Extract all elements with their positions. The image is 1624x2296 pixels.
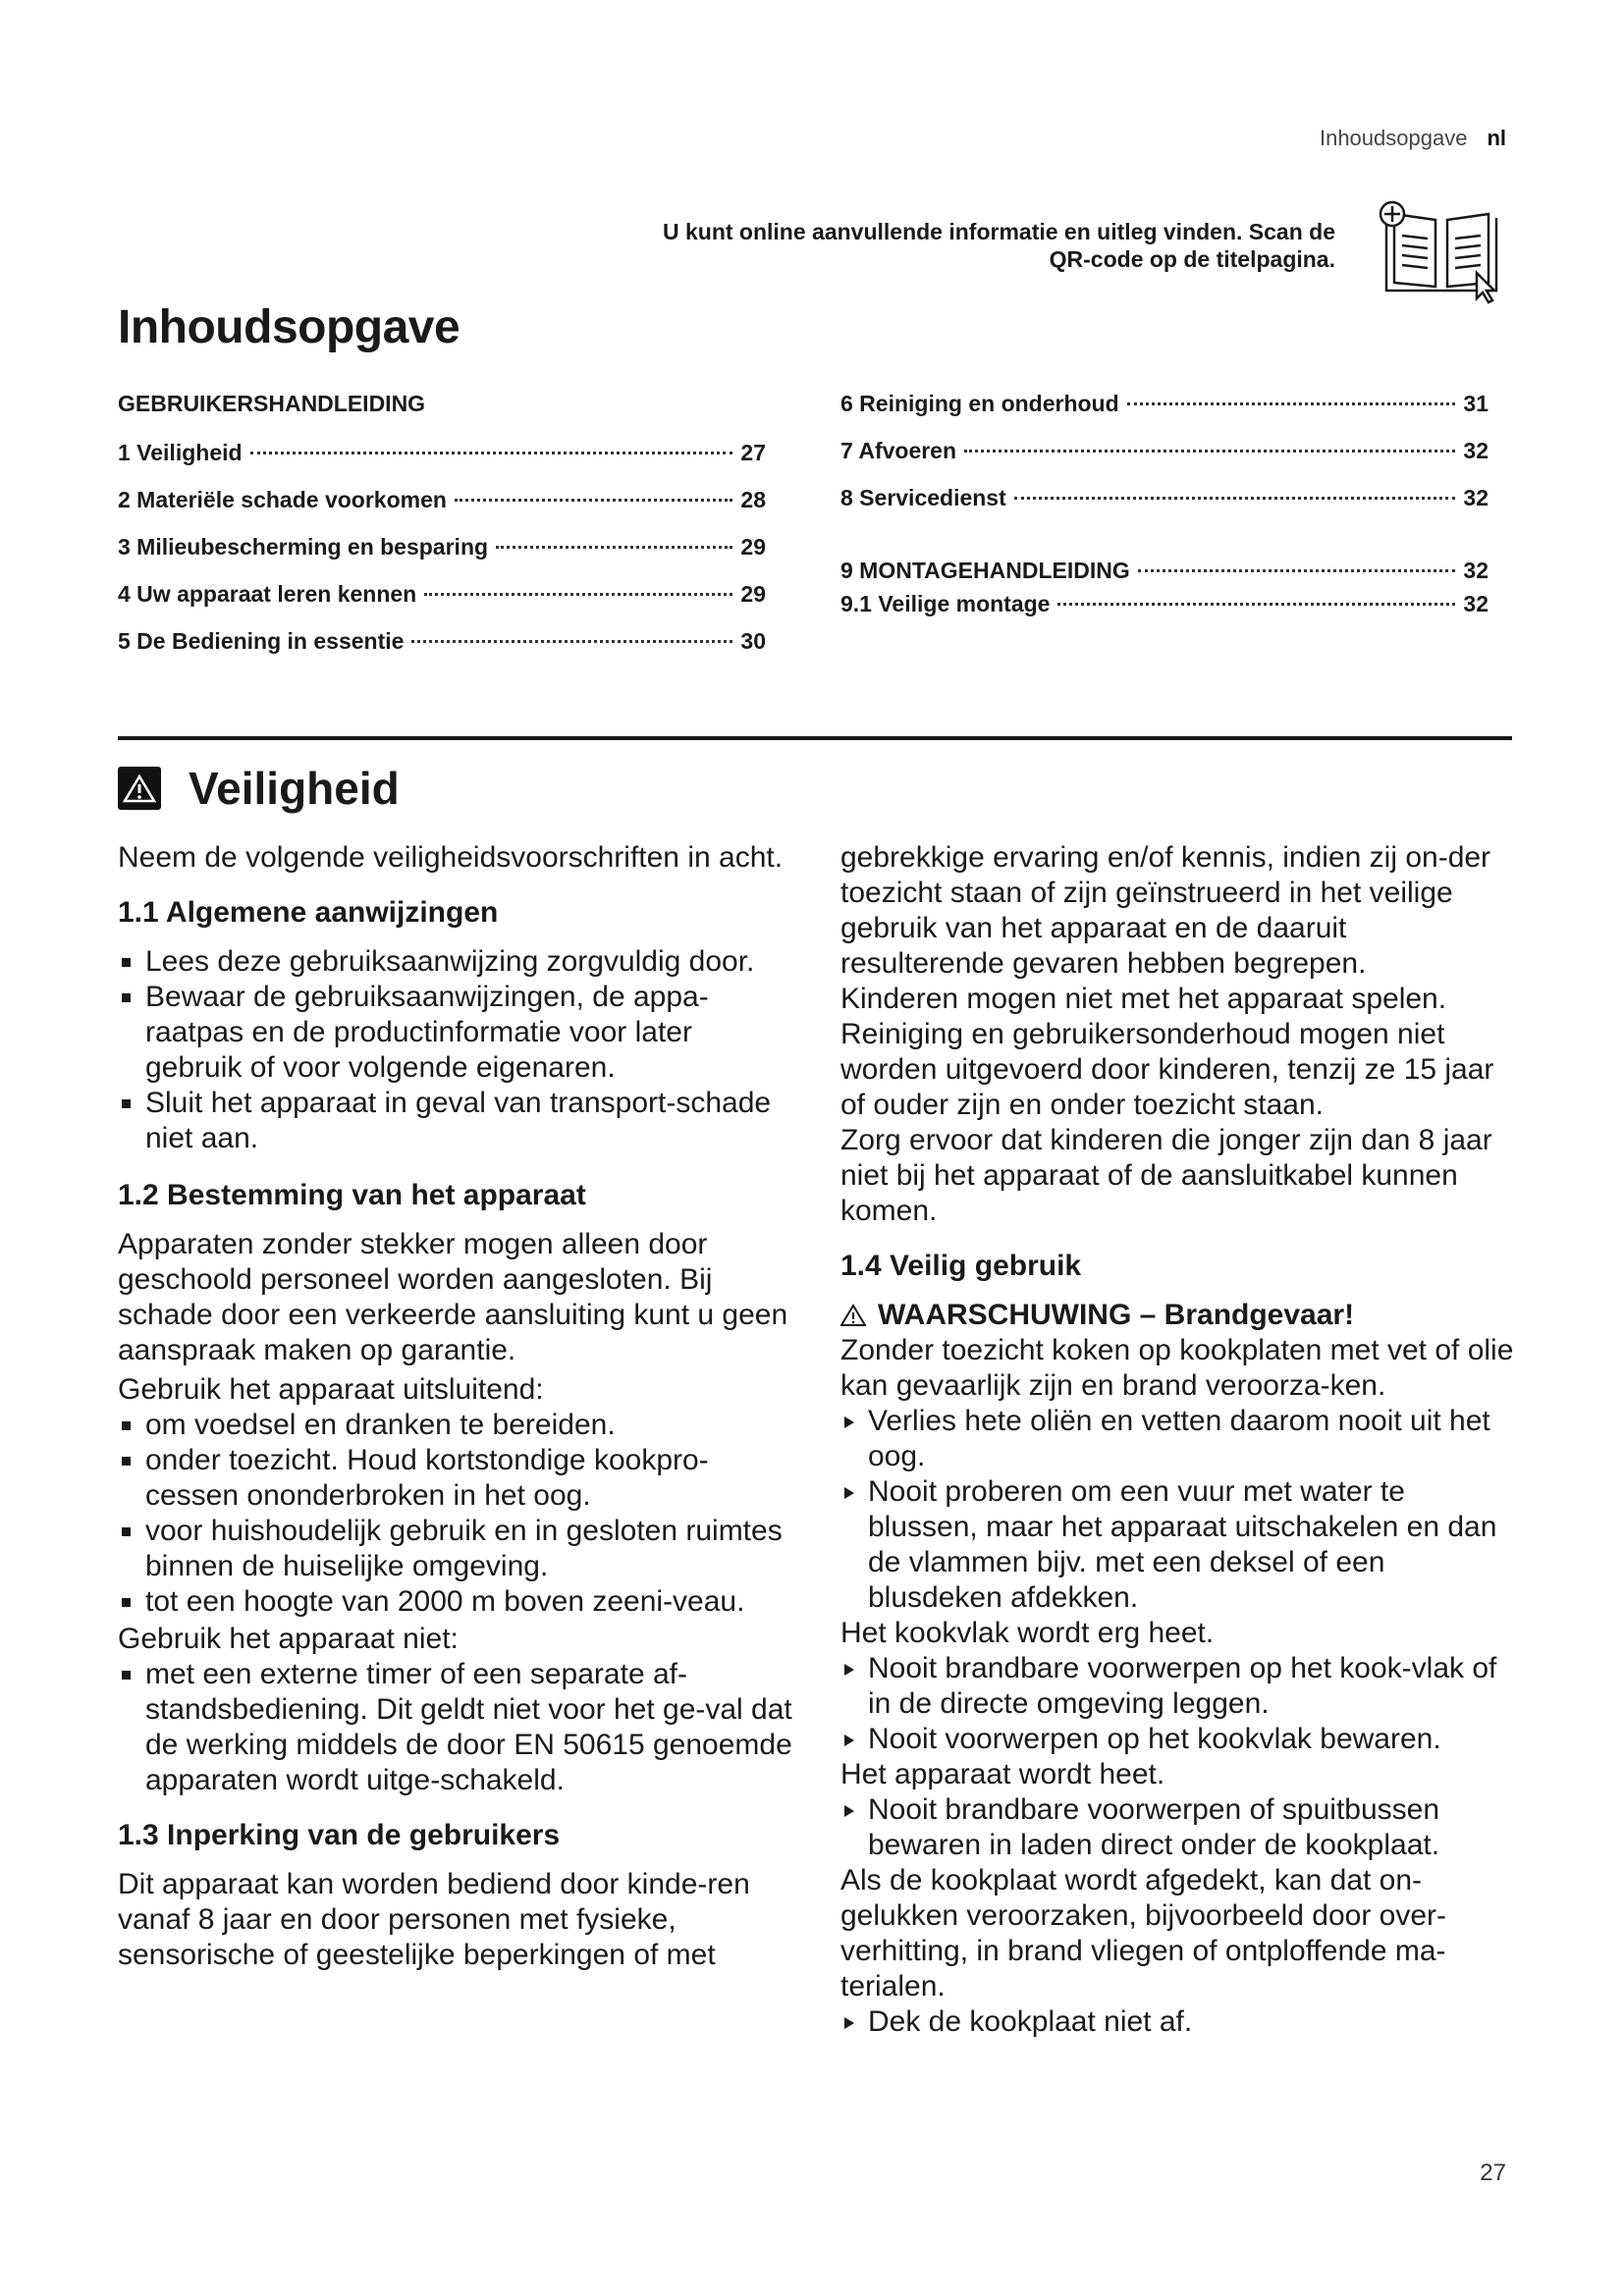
- online-info-note: [471, 218, 1335, 273]
- intro-paragraph: Neem de volgende veiligheidsvoorschriften in acht.: [118, 841, 784, 874]
- list-item: Sluit het apparaat in geval van transport-schade niet aan.: [118, 1086, 795, 1156]
- toc-section-label: GEBRUIKERSHANDLEIDING: [118, 391, 426, 416]
- paragraph: gebrekkige ervaring en/of kennis, indien zij on-der toezicht staan of zijn geïnstrueerd in het veilige gebruik van het apparaat en de daaruit resulterende gevaren hebben begrepen.: [840, 841, 1491, 980]
- list-item: Lees deze gebruiksaanwijzing zorgvuldig door.: [118, 944, 795, 980]
- page-number: 27: [1480, 2160, 1506, 2186]
- toc-entry-page: 32: [1463, 558, 1489, 583]
- toc-entry[interactable]: [118, 438, 766, 467]
- online-note-line-1: U kunt online aanvullende informatie en uitleg vinden. Scan de: [662, 219, 1335, 244]
- paragraph: Gebruik het apparaat niet:: [118, 1623, 459, 1655]
- toc-entry[interactable]: [118, 485, 766, 514]
- toc-entry[interactable]: [118, 626, 766, 656]
- toc-leader: [1057, 603, 1455, 606]
- section-title: Veiligheid: [189, 763, 400, 814]
- toc-entry-label: 2 Materiële schade voorkomen: [118, 487, 447, 512]
- heading-1-2: 1.2 Bestemming van het apparaat: [118, 1179, 586, 1211]
- heading-1-4: 1.4 Veilig gebruik: [840, 1250, 1082, 1282]
- toc-leader: [1014, 497, 1456, 500]
- warning-text: WAARSCHUWING – Brandgevaar!: [878, 1299, 1355, 1331]
- toc-leader: [424, 593, 732, 596]
- toc-entry-page: 32: [1463, 591, 1489, 616]
- running-header: [1320, 126, 1506, 151]
- toc-title: Inhoudsopgave: [118, 301, 460, 353]
- action-list: [840, 1404, 1518, 1616]
- paragraph: Kinderen mogen niet met het apparaat spelen.: [840, 983, 1447, 1015]
- toc-entry-label: 9.1 Veilige montage: [840, 591, 1051, 616]
- list-item: om voedsel en dranken te bereiden.: [118, 1408, 795, 1443]
- toc-entry-label: 8 Servicedienst: [840, 485, 1006, 510]
- list-item: met een externe timer of een separate af-standsbediening. Dit geldt niet voor het ge-val dat de werking middels de door EN 50615 genoemde apparaten wordt uitge-schakeld.: [118, 1657, 795, 1798]
- right-column: [840, 840, 1518, 2050]
- list-item: Bewaar de gebruiksaanwijzingen, de appa-raatpas en de productinformatie voor later gebruik of voor volgende eigenaren.: [118, 980, 795, 1086]
- toc-entry-label: 5 De Bediening in essentie: [118, 628, 405, 654]
- toc-entry[interactable]: [118, 532, 766, 561]
- toc-leader: [1127, 402, 1456, 405]
- toc-entry-page: 32: [1463, 485, 1489, 510]
- list-item: Nooit brandbare voorwerpen op het kook-vlak of in de directe omgeving leggen.: [840, 1651, 1518, 1722]
- warning-heading: [840, 1298, 1518, 1333]
- list-item: Nooit voorwerpen op het kookvlak bewaren.: [840, 1722, 1518, 1757]
- toc-entry[interactable]: [118, 579, 766, 609]
- toc-entry-label: 3 Milieubescherming en besparing: [118, 534, 489, 560]
- bullet-list-not-usage: [118, 1657, 795, 1798]
- toc-entry[interactable]: [840, 556, 1489, 585]
- toc-entry-label: 9 MONTAGEHANDLEIDING: [840, 558, 1130, 583]
- section-divider: [118, 736, 1512, 740]
- paragraph: Het apparaat wordt heet.: [840, 1758, 1165, 1790]
- toc-entry-page: 29: [740, 581, 766, 607]
- toc-entry-page: 31: [1463, 391, 1489, 416]
- paragraph: Dit apparaat kan worden bediend door kinde-ren vanaf 8 jaar en door personen met fysieke, sensorische of geestelijke beperkingen of met: [118, 1868, 750, 1971]
- toc-entry[interactable]: [840, 483, 1489, 512]
- bullet-list-1-1: [118, 944, 795, 1156]
- list-item: voor huishoudelijk gebruik en in gesloten ruimtes binnen de huiselijke omgeving.: [118, 1514, 795, 1584]
- paragraph: Zonder toezicht koken op kookplaten met vet of olie kan gevaarlijk zijn en brand veroorza-ken.: [840, 1334, 1514, 1402]
- toc-leader: [1138, 569, 1456, 572]
- toc-entry-page: 30: [740, 628, 766, 654]
- list-item: onder toezicht. Houd kortstondige kookpro-cessen ononderbroken in het oog.: [118, 1443, 795, 1514]
- paragraph: Reiniging en gebruikersonderhoud mogen niet worden uitgevoerd door kinderen, tenzij ze 15 jaar of ouder zijn en onder toezicht staan.: [840, 1018, 1494, 1121]
- toc-entry-label: 4 Uw apparaat leren kennen: [118, 581, 417, 607]
- toc-leader: [964, 450, 1455, 453]
- toc-leader: [496, 546, 732, 549]
- language-code: nl: [1487, 126, 1506, 150]
- toc-entry-label: 7 Afvoeren: [840, 438, 957, 463]
- running-title: Inhoudsopgave: [1319, 126, 1468, 150]
- paragraph: Gebruik het apparaat uitsluitend:: [118, 1373, 544, 1406]
- toc-leader: [411, 640, 732, 643]
- bullet-list-usage: [118, 1408, 795, 1620]
- toc-entry-page: 27: [740, 440, 766, 465]
- toc-leader: [250, 452, 733, 454]
- warning-icon: [118, 767, 161, 810]
- toc-left-column: [118, 389, 766, 673]
- heading-1-3: 1.3 Inperking van de gebruikers: [118, 1819, 561, 1851]
- toc-entry-page: 32: [1463, 438, 1489, 463]
- list-item: Dek de kookplaat niet af.: [840, 2004, 1518, 2040]
- left-column: [118, 840, 795, 1983]
- heading-1-1: 1.1 Algemene aanwijzingen: [118, 896, 499, 929]
- toc-entry-page: 28: [740, 487, 766, 512]
- toc-entry-label: 1 Veiligheid: [118, 440, 243, 465]
- paragraph: Het kookvlak wordt erg heet.: [840, 1617, 1215, 1649]
- toc-entry[interactable]: [840, 589, 1489, 618]
- toc-right-column: [840, 389, 1489, 636]
- list-item: Verlies hete oliën en vetten daarom nooit uit het oog.: [840, 1404, 1518, 1474]
- warning-triangle-icon: [840, 1304, 866, 1327]
- action-list: [840, 1792, 1518, 1863]
- toc-entry-page: 29: [740, 534, 766, 560]
- list-item: Nooit proberen om een vuur met water te blussen, maar het apparaat uitschakelen en dan de vlammen bijv. met een deksel of een blusdeken afdekken.: [840, 1474, 1518, 1616]
- section-heading: [118, 754, 400, 823]
- list-item: Nooit brandbare voorwerpen of spuitbussen bewaren in laden direct onder de kookplaat.: [840, 1792, 1518, 1863]
- toc-entry-label: 6 Reiniging en onderhoud: [840, 391, 1119, 416]
- online-note-line-2: QR-code op de titelpagina.: [1049, 246, 1335, 272]
- open-book-icon: [1375, 196, 1508, 306]
- action-list: [840, 1651, 1518, 1757]
- action-list: [840, 2004, 1518, 2040]
- paragraph: Apparaten zonder stekker mogen alleen door geschoold personeel worden aangesloten. Bij schade door een verkeerde aansluiting kunt u geen aanspraak maken op garantie.: [118, 1228, 788, 1366]
- toc-entry[interactable]: [840, 389, 1489, 418]
- paragraph: Zorg ervoor dat kinderen die jonger zijn dan 8 jaar niet bij het apparaat of de aansluitkabel kunnen komen.: [840, 1124, 1492, 1227]
- toc-entry[interactable]: [840, 436, 1489, 465]
- list-item: tot een hoogte van 2000 m boven zeeni-veau.: [118, 1584, 795, 1620]
- toc-leader: [455, 499, 732, 502]
- paragraph: Als de kookplaat wordt afgedekt, kan dat on-gelukken veroorzaken, bijvoorbeeld door over-verhitting, in brand vliegen of ontploffende ma-terialen.: [840, 1864, 1447, 2002]
